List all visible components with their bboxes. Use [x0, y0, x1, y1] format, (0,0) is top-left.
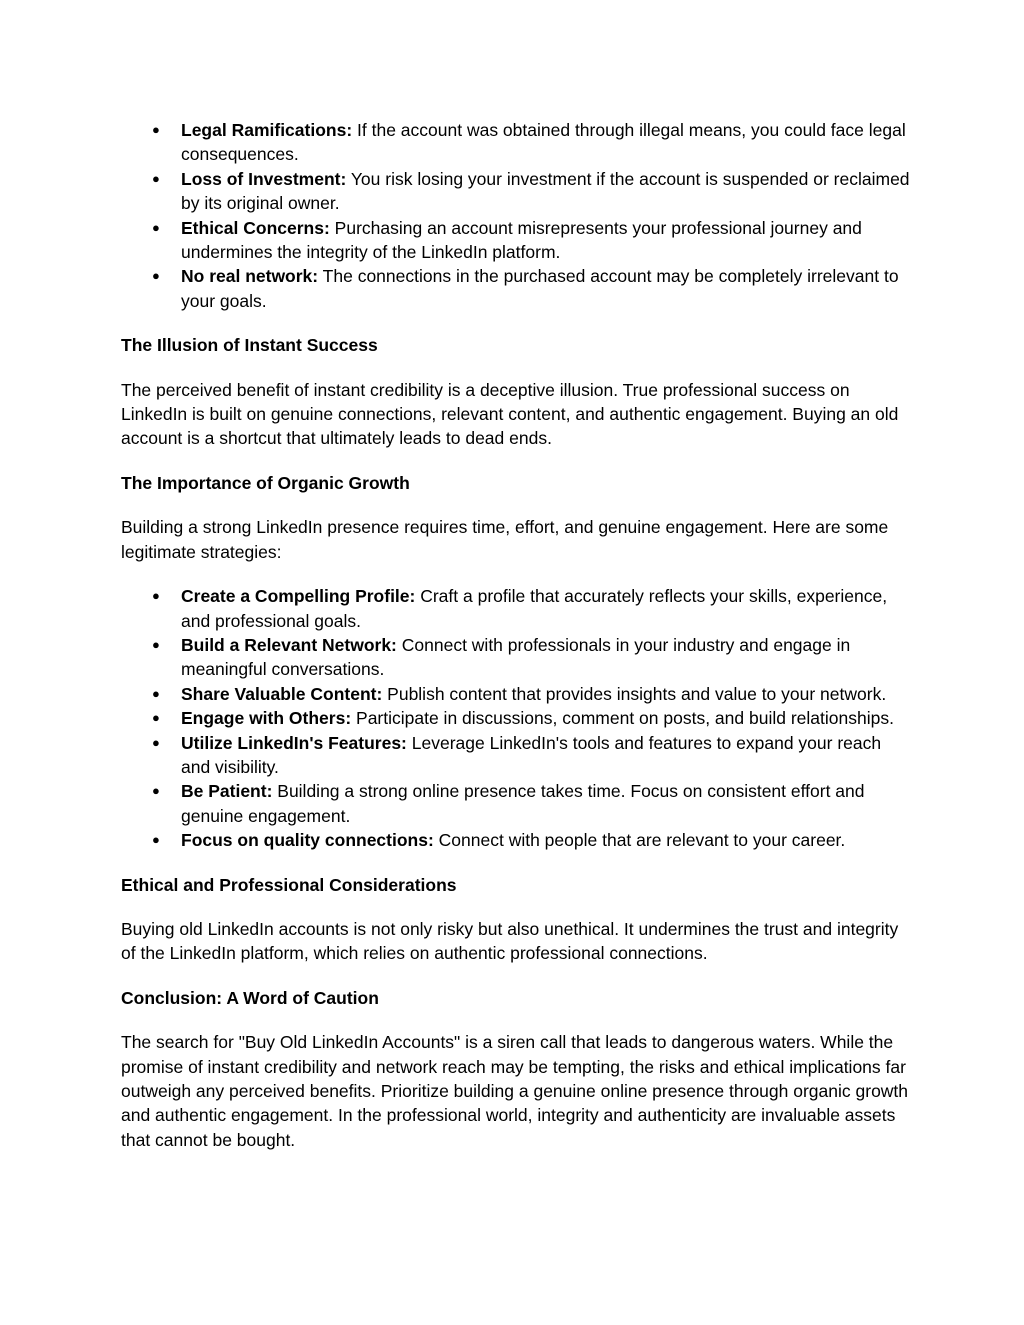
bullet-icon: ●	[152, 685, 160, 701]
list-item	[152, 633, 911, 682]
bullet-icon: ●	[152, 122, 160, 137]
list-item-term: Build a Relevant Network:	[181, 634, 397, 655]
list-item	[152, 828, 911, 852]
list-item-text: The connections in the purchased account may be completely irrelevant to your goals.	[181, 266, 899, 311]
list-item	[152, 706, 911, 730]
list-item-text: Purchasing an account misrepresents your professional journey and undermines the integrity of the LinkedIn platform.	[181, 217, 862, 263]
bullet-icon: ●	[152, 783, 160, 799]
list-item	[152, 264, 911, 313]
bullet-icon: ●	[152, 268, 160, 284]
strategies-list	[121, 584, 911, 852]
list-item-term: Share Valuable Content:	[181, 683, 383, 704]
list-item-text: Connect with people that are relevant to your career.	[433, 830, 846, 851]
list-item-term: No real network:	[181, 266, 319, 287]
bullet-icon: ●	[152, 588, 160, 604]
list-item-text: Leverage LinkedIn's tools and features to expand your reach and visibility.	[181, 732, 882, 777]
section-heading-organic: The Importance of Organic Growth	[121, 472, 410, 493]
section-body-conclusion: The search for "Buy Old LinkedIn Accounts" is a siren call that leads to dangerous waters. While the promise of instant credibility and network reach may be tempting, the risks and ethical implications far outweigh any perceived benefits. Prioritize building a genuine online presence through organic growth and authentic engagement. In the professional world, integrity and authenticity are invaluable assets that cannot be bought.	[121, 1032, 909, 1150]
section-heading-ethical: Ethical and Professional Considerations	[121, 874, 457, 895]
document-page	[121, 118, 911, 1152]
bullet-icon: ●	[152, 832, 160, 848]
risks-list	[121, 118, 911, 313]
list-item-term: Be Patient:	[181, 781, 273, 802]
list-item	[152, 216, 911, 265]
list-item-term: Engage with Others:	[181, 708, 352, 729]
section-heading-illusion: The Illusion of Instant Success	[121, 335, 378, 356]
list-item-term: Create a Compelling Profile:	[181, 586, 416, 607]
bullet-icon: ●	[152, 710, 160, 726]
list-item-text: Building a strong online presence takes time. Focus on consistent effort and genuine engagement.	[181, 781, 865, 826]
section-body-organic: Building a strong LinkedIn presence requires time, effort, and genuine engagement. Here are some legitimate strategies:	[121, 517, 889, 562]
bullet-icon: ●	[152, 636, 160, 652]
list-item	[152, 118, 911, 167]
list-item-text: Craft a profile that accurately reflects your skills, experience, and professional goals.	[181, 586, 888, 631]
list-item-term: Focus on quality connections:	[181, 830, 434, 851]
section-body-ethical: Buying old LinkedIn accounts is not only risky but also unethical. It undermines the trust and integrity of the LinkedIn platform, which relies on authentic professional connections.	[121, 918, 899, 964]
section-heading-conclusion: Conclusion: A Word of Caution	[121, 987, 379, 1008]
list-item	[152, 731, 911, 780]
list-item-term: Legal Ramifications:	[181, 120, 353, 140]
list-item	[152, 584, 911, 633]
list-item-text: If the account was obtained through illegal means, you could face legal consequences.	[181, 120, 906, 165]
list-item	[152, 682, 911, 706]
bullet-icon: ●	[152, 170, 160, 186]
list-item-text: Participate in discussions, comment on posts, and build relationships.	[351, 708, 894, 729]
list-item	[152, 167, 911, 216]
list-item-term: Ethical Concerns:	[181, 217, 330, 238]
list-item-term: Loss of Investment:	[181, 168, 347, 189]
bullet-icon: ●	[152, 734, 160, 750]
bullet-icon: ●	[152, 219, 160, 235]
list-item-text: Publish content that provides insights and value to your network.	[382, 683, 887, 704]
list-item-text: Connect with professionals in your industry and engage in meaningful conversations.	[181, 634, 851, 680]
list-item-text: You risk losing your investment if the account is suspended or reclaimed by its original owner.	[181, 168, 910, 214]
section-body-illusion: The perceived benefit of instant credibility is a deceptive illusion. True professional success on LinkedIn is built on genuine connections, relevant content, and authentic engagement. Buying an old account is a shortcut that ultimately leads to dead ends.	[121, 379, 899, 449]
list-item	[152, 779, 911, 828]
list-item-term: Utilize LinkedIn's Features:	[181, 732, 407, 753]
